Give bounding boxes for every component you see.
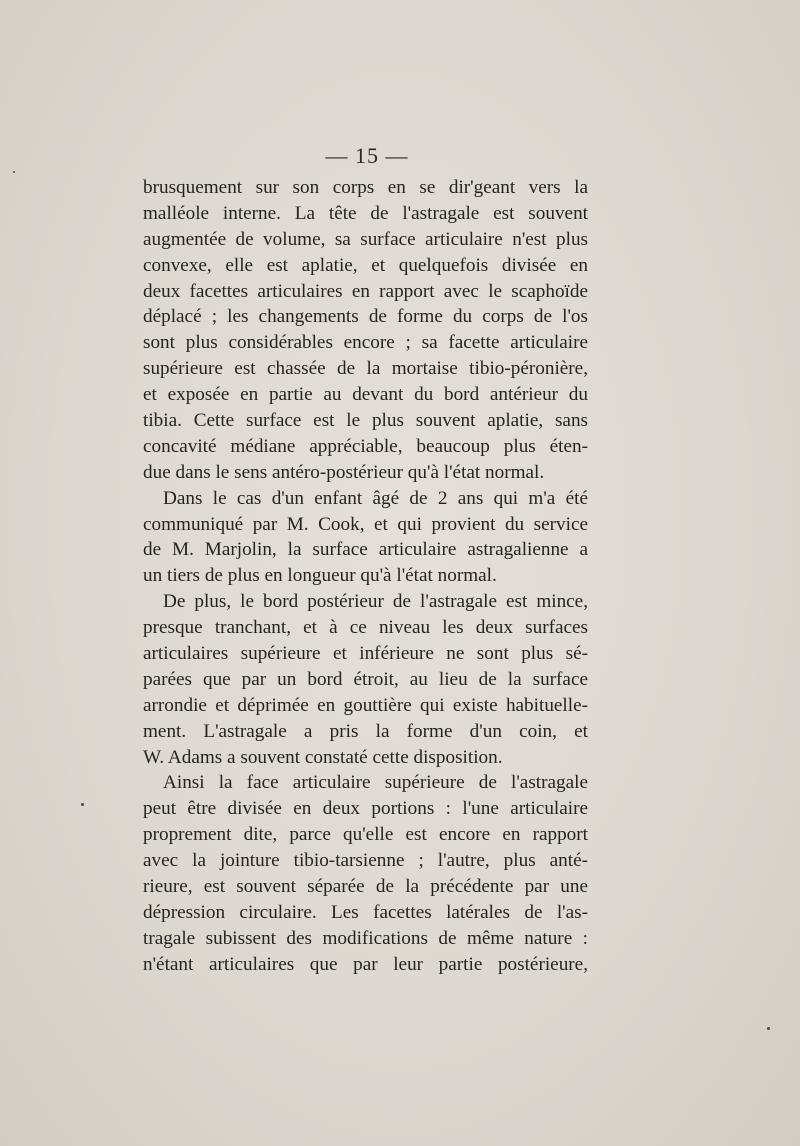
text-line: concavité médiane appréciable, beaucoup plus éten-: [143, 435, 588, 457]
text-line: et exposée en partie au devant du bord antérieur du: [143, 384, 588, 406]
text-line: proprement dite, parce qu'elle est encore en rapport: [143, 824, 588, 846]
text-line: déplacé ; les changements de forme du corps de l'os: [143, 306, 588, 328]
text-line: tragale subissent des modifications de même nature :: [143, 927, 588, 949]
text-line: de M. Marjolin, la surface articulaire astragalienne a: [143, 539, 588, 561]
text-line: dépression circulaire. Les facettes latérales de l'as-: [143, 901, 588, 923]
text-line: Ainsi la face articulaire supérieure de l'astragale: [163, 772, 588, 794]
text-line: ment. L'astragale a pris la forme d'un coin, et: [143, 720, 588, 742]
text-line: De plus, le bord postérieur de l'astragale est mince,: [163, 591, 588, 613]
text-line: malléole interne. La tête de l'astragale est souvent: [143, 202, 588, 224]
text-line: un tiers de plus en longueur qu'à l'état normal.: [143, 565, 497, 587]
text-line: n'étant articulaires que par leur partie postérieure,: [143, 953, 588, 975]
text-line: Dans le cas d'un enfant âgé de 2 ans qui m'a été: [163, 487, 588, 509]
text-line: arrondie et déprimée en gouttière qui existe habituelle-: [143, 694, 588, 716]
text-line: avec la jointure tibio-tarsienne ; l'autre, plus anté-: [143, 850, 588, 872]
paper-speck: [13, 171, 15, 173]
text-line: convexe, elle est aplatie, et quelquefois divisée en: [143, 254, 588, 276]
text-line: supérieure est chassée de la mortaise tibio-péronière,: [143, 358, 588, 380]
text-line: rieure, est souvent séparée de la précédente par une: [143, 876, 588, 898]
body-text: [143, 175, 588, 978]
text-line: presque tranchant, et à ce niveau les deux surfaces: [143, 617, 588, 639]
text-line: peut être divisée en deux portions : l'une articulaire: [143, 798, 588, 820]
text-line: deux facettes articulaires en rapport avec le scaphoïde: [143, 280, 588, 302]
text-line: communiqué par M. Cook, et qui provient du service: [143, 513, 588, 535]
text-line: articulaires supérieure et inférieure ne sont plus sé-: [143, 643, 588, 665]
text-line: tibia. Cette surface est le plus souvent aplatie, sans: [143, 410, 588, 432]
text-line: W. Adams a souvent constaté cette disposition.: [143, 746, 503, 768]
text-line: parées que par un bord étroit, au lieu de la surface: [143, 668, 588, 690]
paper-speck: [767, 1027, 770, 1030]
text-line: due dans le sens antéro-postérieur qu'à l'état normal.: [143, 461, 545, 483]
page-number: — 15 —: [325, 143, 409, 168]
text-line: augmentée de volume, sa surface articulaire n'est plus: [143, 228, 588, 250]
paper-speck: [81, 803, 84, 806]
text-line: sont plus considérables encore ; sa facette articulaire: [143, 332, 588, 354]
text-line: brusquement sur son corps en se dir'geant vers la: [143, 177, 588, 198]
